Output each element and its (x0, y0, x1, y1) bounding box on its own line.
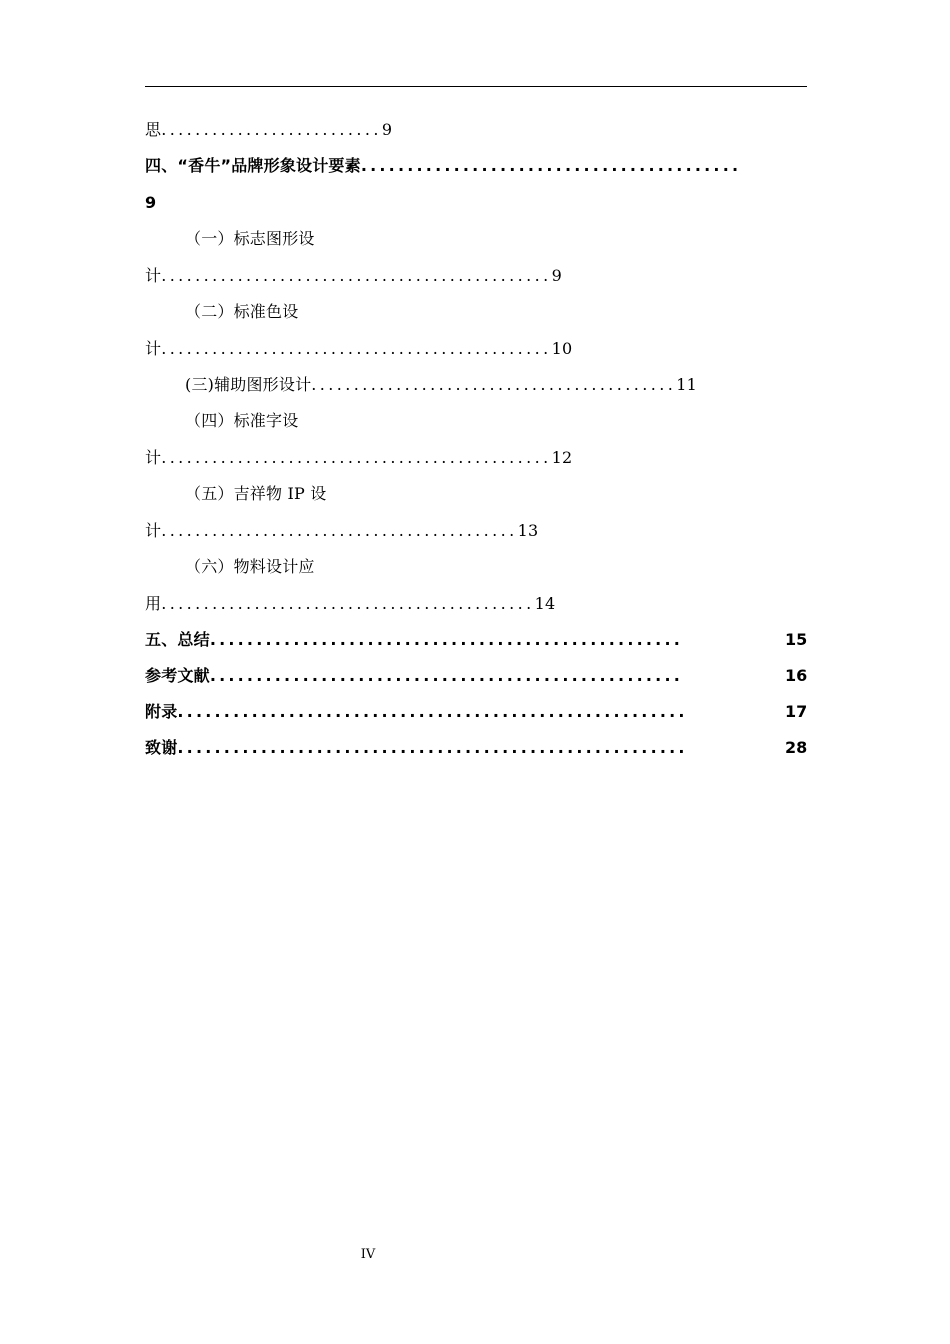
toc-entry-appendix[interactable] (145, 702, 688, 722)
toc-entry-title[interactable]: （六）物料设计应 (185, 557, 315, 576)
toc-entry-title: 计 (145, 521, 162, 540)
toc-entry-title: 用 (145, 594, 162, 613)
toc-entry[interactable] (145, 521, 538, 541)
toc-page-number: 17 (785, 702, 808, 721)
toc-entry-title: 计 (145, 266, 162, 285)
toc-entry[interactable] (185, 375, 697, 395)
toc-entry-references[interactable] (145, 666, 683, 686)
footer-page-number: IV (360, 1247, 376, 1262)
toc-entry-title: 参考文献 (145, 666, 210, 685)
toc-page-number: 15 (785, 630, 808, 649)
toc-entry-title: 五、总结 (145, 630, 210, 649)
toc-page-number: 9 (145, 193, 157, 212)
toc-leader-dots: ................................................... (209, 630, 683, 649)
toc-leader-dots: .......................................... (161, 521, 518, 540)
toc-entry-title: 计 (145, 448, 162, 467)
toc-entry-title: 计 (145, 339, 162, 358)
toc-leader-dots: ......................................... (360, 156, 742, 175)
toc-leader-dots: ............................................ (161, 594, 535, 613)
toc-entry-acknowledgements[interactable] (145, 738, 688, 758)
toc-leader-dots: ....................................................... (177, 702, 688, 721)
toc-leader-dots: .............................................. (161, 448, 552, 467)
toc-entry-title[interactable]: （五）吉祥物 IP 设 (185, 484, 327, 503)
toc-entry-title: 致谢 (145, 738, 178, 757)
toc-page-number: 14 (534, 594, 556, 613)
header-rule (145, 86, 807, 87)
toc-leader-dots: ........................................... (311, 375, 677, 394)
toc-page-number: 11 (676, 375, 697, 394)
toc-entry-section-4[interactable] (145, 156, 741, 176)
toc-leader-dots: .............................................. (161, 266, 552, 285)
toc-page-number: 9 (381, 120, 393, 139)
toc-entry-title: 四、“香牛”品牌形象设计要素 (145, 156, 361, 175)
toc-entry-title: 思 (145, 120, 162, 139)
toc-entry-title: (三)辅助图形设计 (185, 375, 312, 394)
toc-page-number: 16 (785, 666, 808, 685)
toc-entry-summary[interactable] (145, 630, 683, 650)
toc-leader-dots: .......................... (161, 120, 382, 139)
toc-entry-title[interactable]: （四）标准字设 (185, 411, 299, 430)
toc-leader-dots: .............................................. (161, 339, 552, 358)
toc-entry[interactable] (145, 120, 392, 140)
toc-page-number: 28 (785, 738, 808, 757)
toc-entry[interactable] (145, 448, 572, 468)
toc-entry[interactable] (145, 339, 572, 359)
toc-page-number: 12 (551, 448, 573, 467)
toc-page-number: 13 (517, 521, 539, 540)
toc-page-number: 10 (551, 339, 573, 358)
toc-entry[interactable] (145, 594, 555, 614)
toc-entry-title[interactable]: （二）标准色设 (185, 302, 299, 321)
toc-entry[interactable] (145, 266, 562, 286)
toc-entry-title[interactable]: （一）标志图形设 (185, 229, 315, 248)
toc-page-number: 9 (551, 266, 562, 285)
toc-leader-dots: ................................................... (209, 666, 683, 685)
toc-entry-title: 附录 (145, 702, 178, 721)
toc-leader-dots: ....................................................... (177, 738, 688, 757)
